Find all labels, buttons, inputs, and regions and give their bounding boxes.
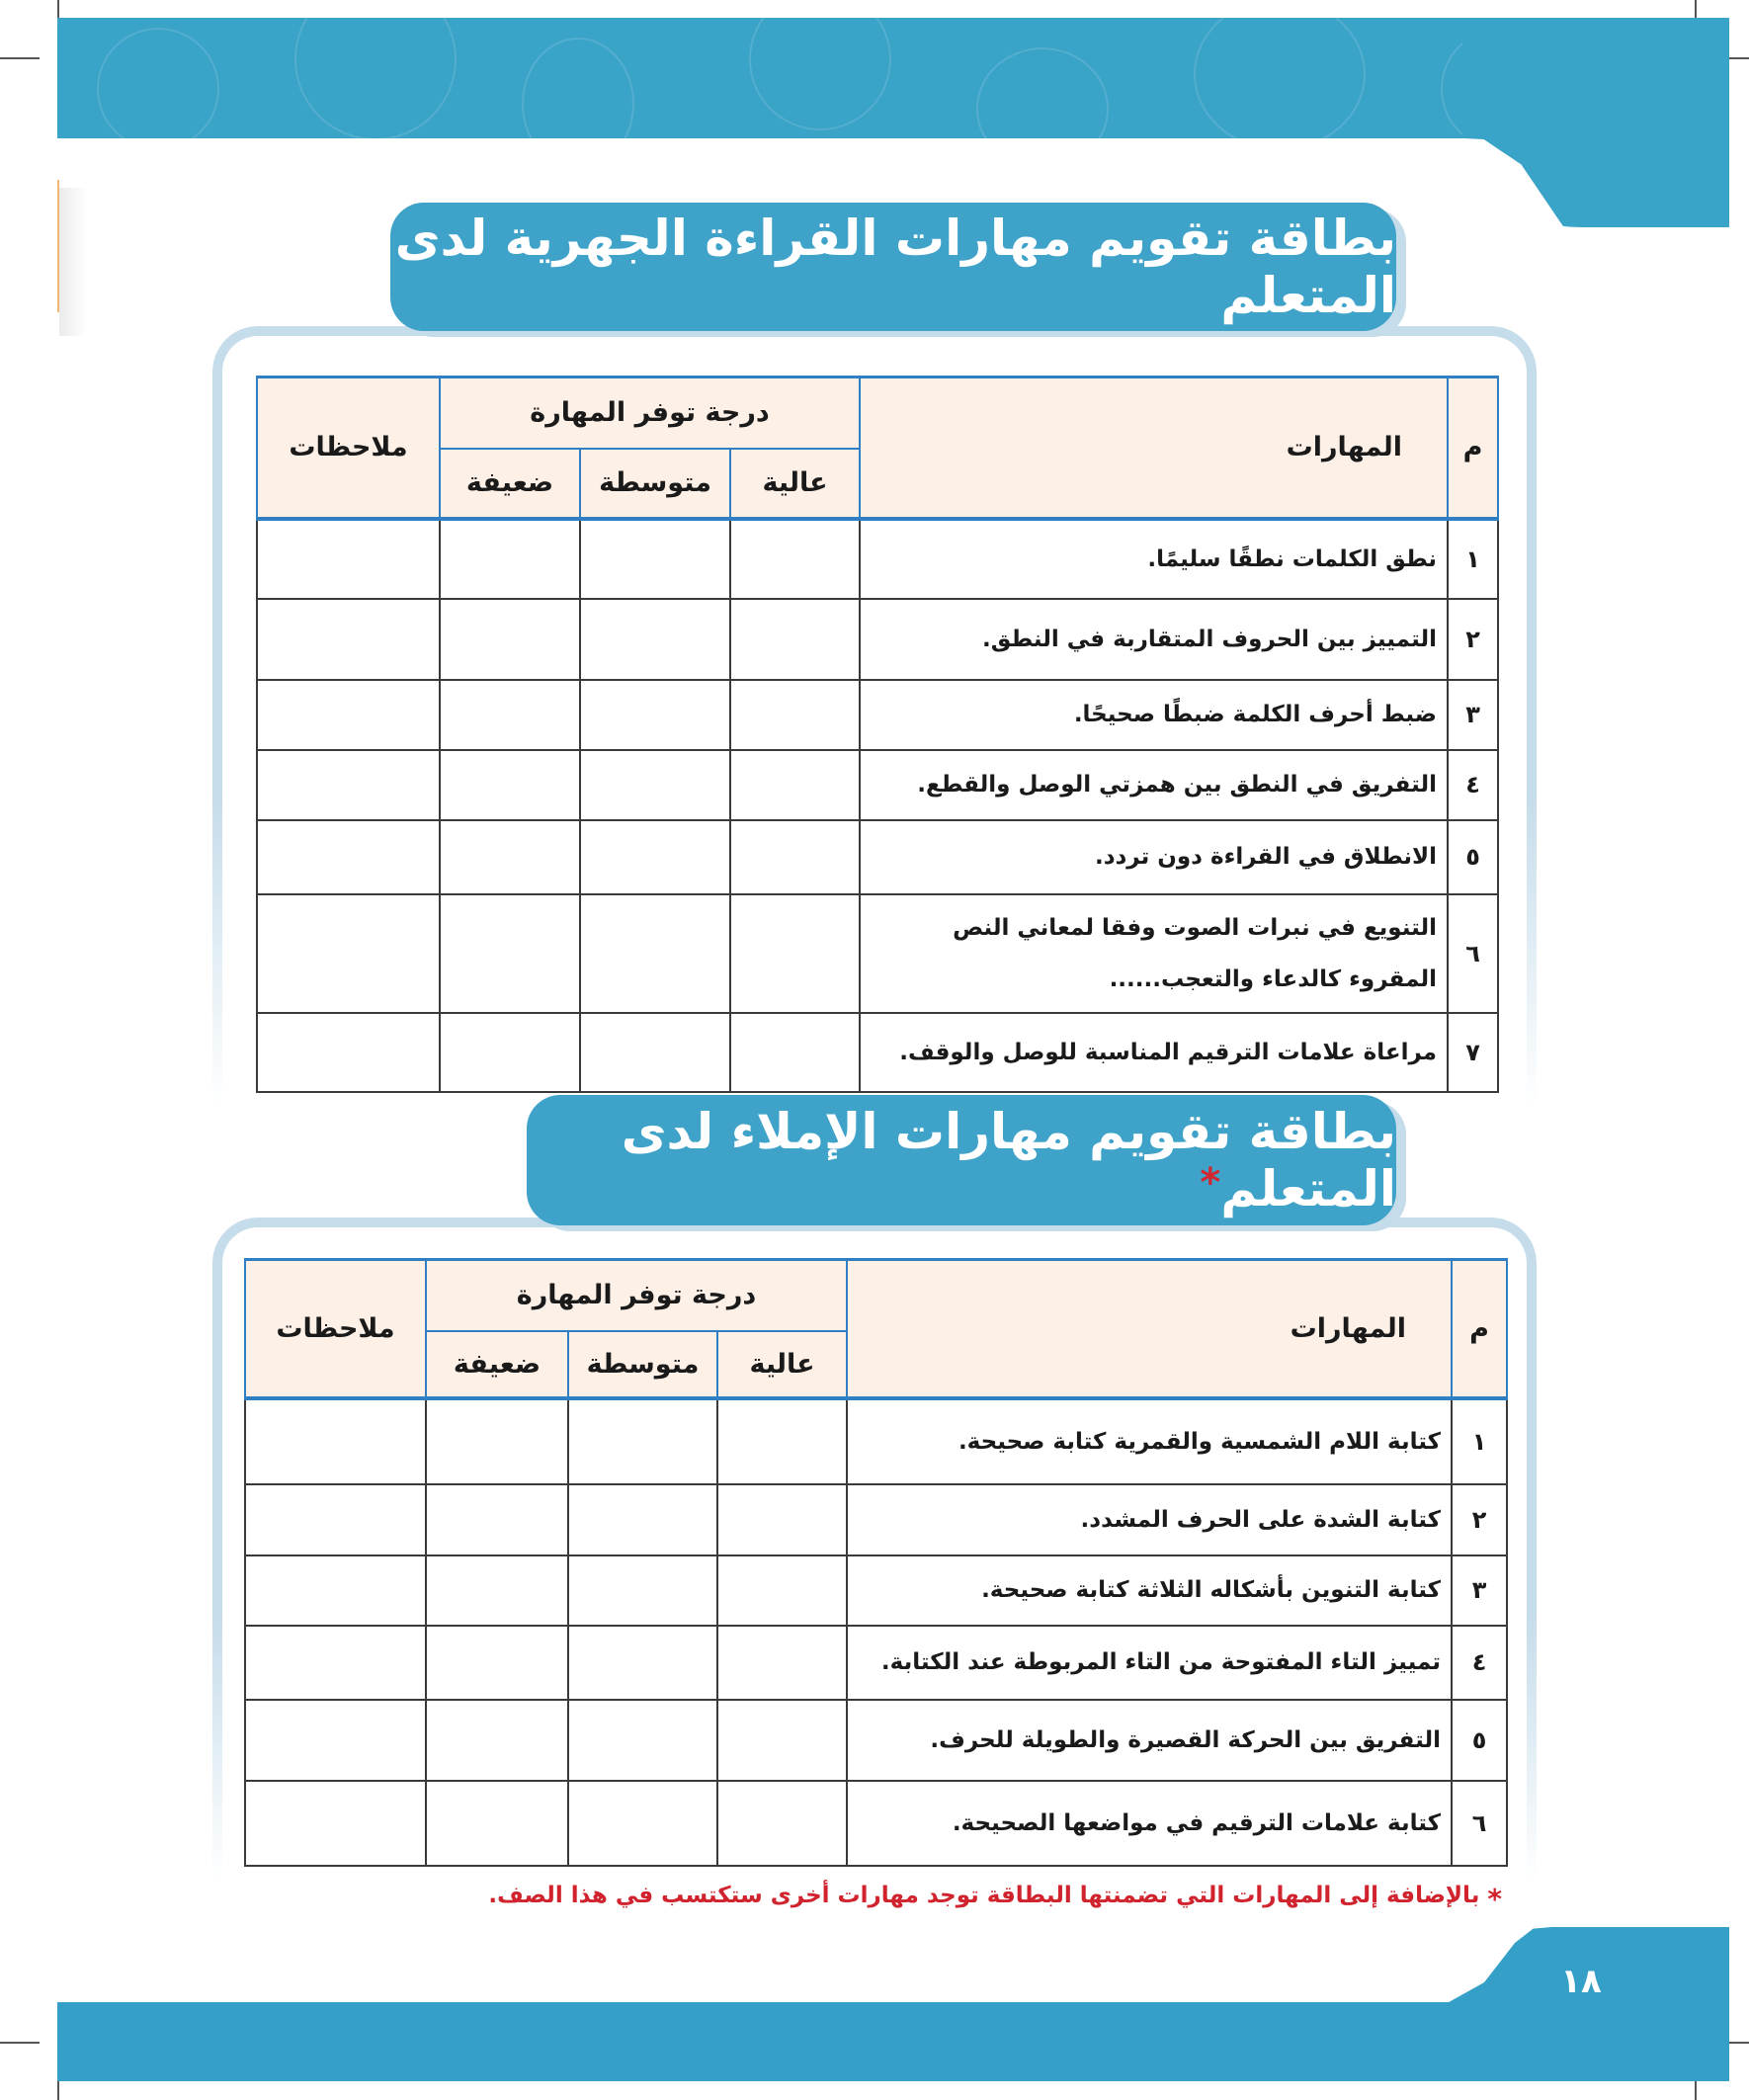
level-low-cell[interactable] [440, 750, 580, 820]
notes-cell[interactable] [257, 750, 440, 820]
notes-cell[interactable] [245, 1398, 426, 1484]
level-medium-cell[interactable] [580, 519, 730, 599]
left-shadow [59, 188, 87, 336]
top-banner-drop [1462, 18, 1729, 227]
level-medium-cell[interactable] [580, 750, 730, 820]
level-low-cell[interactable] [440, 519, 580, 599]
level-high-cell[interactable] [717, 1700, 847, 1781]
level-low-cell[interactable] [440, 820, 580, 894]
footnote [435, 1883, 1502, 1915]
skill-text: التفريق بين الحركة القصيرة والطويلة للحرف. [847, 1700, 1452, 1781]
row-number: ١ [1448, 519, 1498, 599]
table-row [245, 1700, 1507, 1781]
level-low-cell[interactable] [426, 1555, 568, 1626]
row-number: ٦ [1452, 1781, 1507, 1866]
skill-text: كتابة التنوين بأشكاله الثلاثة كتابة صحيحة. [847, 1555, 1452, 1626]
notes-cell[interactable] [257, 894, 440, 1013]
row-number: ٧ [1448, 1013, 1498, 1092]
skill-text: كتابة علامات الترقيم في مواضعها الصحيحة. [847, 1781, 1452, 1866]
footnote-marker: * [1487, 1883, 1502, 1915]
level-high-header: عالية [730, 449, 860, 519]
row-number: ١ [1452, 1398, 1507, 1484]
table-row [257, 894, 1498, 1013]
level-group-header: درجة توفر المهارة [426, 1260, 847, 1331]
level-medium-cell[interactable] [568, 1626, 717, 1700]
skill-text: الانطلاق في القراءة دون تردد. [860, 820, 1448, 894]
level-medium-cell[interactable] [580, 894, 730, 1013]
page-number: ١٨ [1560, 1962, 1602, 2001]
row-number: ٤ [1452, 1626, 1507, 1700]
skill-text: التنويع في نبرات الصوت وفقا لمعاني النص المقروء كالدعاء والتعجب...... [860, 894, 1448, 1013]
level-high-cell[interactable] [730, 680, 860, 750]
row-number: ٥ [1448, 820, 1498, 894]
skill-text: تمييز التاء المفتوحة من التاء المربوطة عند الكتابة. [847, 1626, 1452, 1700]
table-row [257, 820, 1498, 894]
level-medium-cell[interactable] [580, 820, 730, 894]
level-high-cell[interactable] [730, 599, 860, 680]
level-low-header: ضعيفة [426, 1331, 568, 1398]
table-row [257, 680, 1498, 750]
level-medium-cell[interactable] [568, 1555, 717, 1626]
skill-text: كتابة الشدة على الحرف المشدد. [847, 1484, 1452, 1555]
level-medium-cell[interactable] [568, 1484, 717, 1555]
skill-text: مراعاة علامات الترقيم المناسبة للوصل والوقف. [860, 1013, 1448, 1092]
skill-text: التفريق في النطق بين همزتي الوصل والقطع. [860, 750, 1448, 820]
row-number: ٢ [1448, 599, 1498, 680]
notes-cell[interactable] [257, 519, 440, 599]
row-number: ٥ [1452, 1700, 1507, 1781]
banner-ornament [749, 18, 891, 130]
number-header: م [1452, 1260, 1507, 1398]
crop-mark [0, 2042, 40, 2044]
level-low-cell[interactable] [426, 1700, 568, 1781]
level-medium-cell[interactable] [580, 1013, 730, 1092]
number-header: م [1448, 378, 1498, 519]
level-high-cell[interactable] [730, 820, 860, 894]
level-medium-cell[interactable] [580, 680, 730, 750]
footnote-marker: * [1200, 1160, 1221, 1206]
table-row [257, 599, 1498, 680]
banner-ornament [976, 47, 1109, 138]
notes-cell[interactable] [245, 1555, 426, 1626]
level-low-header: ضعيفة [440, 449, 580, 519]
skill-text: التمييز بين الحروف المتقاربة في النطق. [860, 599, 1448, 680]
banner-ornament [1194, 18, 1366, 138]
reading-card-title-pill [390, 203, 1396, 331]
skills-header: المهارات [847, 1260, 1452, 1398]
skill-text: كتابة اللام الشمسية والقمرية كتابة صحيحة. [847, 1398, 1452, 1484]
notes-cell[interactable] [257, 820, 440, 894]
level-high-cell[interactable] [717, 1781, 847, 1866]
row-number: ٦ [1448, 894, 1498, 1013]
level-group-header: درجة توفر المهارة [440, 378, 860, 449]
row-number: ٢ [1452, 1484, 1507, 1555]
notes-cell[interactable] [245, 1626, 426, 1700]
notes-cell[interactable] [257, 1013, 440, 1092]
level-low-cell[interactable] [440, 680, 580, 750]
level-low-cell[interactable] [440, 894, 580, 1013]
table-row [257, 519, 1498, 599]
level-high-cell[interactable] [717, 1398, 847, 1484]
footnote-text: بالإضافة إلى المهارات التي تضمنتها البطاقة توجد مهارات أخرى ستكتسب في هذا الصف. [488, 1883, 1480, 1908]
notes-cell[interactable] [257, 680, 440, 750]
level-high-cell[interactable] [717, 1484, 847, 1555]
table-row [245, 1781, 1507, 1866]
crop-mark [0, 57, 40, 59]
level-medium-header: متوسطة [580, 449, 730, 519]
dictation-card-title: بطاقة تقويم مهارات الإملاء لدى المتعلم* [621, 1103, 1396, 1218]
table-row [257, 750, 1498, 820]
row-number: ٤ [1448, 750, 1498, 820]
banner-ornament [294, 18, 457, 138]
level-medium-header: متوسطة [568, 1331, 717, 1398]
skills-header: المهارات [860, 378, 1448, 519]
dictation-card-title-pill [527, 1095, 1396, 1225]
level-low-cell[interactable] [426, 1484, 568, 1555]
level-high-cell[interactable] [730, 519, 860, 599]
level-medium-cell[interactable] [580, 599, 730, 680]
table-row [257, 1013, 1498, 1092]
footer-band [57, 2002, 1729, 2081]
level-high-cell[interactable] [717, 1626, 847, 1700]
reading-card-title: بطاقة تقويم مهارات القراءة الجهرية لدى المتعلم [394, 210, 1396, 324]
level-low-cell[interactable] [440, 599, 580, 680]
notes-header: ملاحظات [245, 1260, 426, 1398]
banner-ornament [97, 28, 219, 138]
level-low-cell[interactable] [426, 1398, 568, 1484]
banner-ornament [522, 38, 634, 138]
table-row [245, 1626, 1507, 1700]
row-number: ٣ [1452, 1555, 1507, 1626]
level-high-header: عالية [717, 1331, 847, 1398]
table-row [245, 1398, 1507, 1484]
skill-text: نطق الكلمات نطقًا سليمًا. [860, 519, 1448, 599]
notes-cell[interactable] [257, 599, 440, 680]
level-high-cell[interactable] [717, 1555, 847, 1626]
level-low-cell[interactable] [440, 1013, 580, 1092]
dictation-skills-table [244, 1258, 1508, 1867]
reading-skills-table [256, 376, 1499, 1093]
level-medium-cell[interactable] [568, 1398, 717, 1484]
notes-cell[interactable] [245, 1781, 426, 1866]
level-medium-cell[interactable] [568, 1700, 717, 1781]
level-high-cell[interactable] [730, 1013, 860, 1092]
level-high-cell[interactable] [730, 894, 860, 1013]
level-medium-cell[interactable] [568, 1781, 717, 1866]
level-low-cell[interactable] [426, 1781, 568, 1866]
notes-cell[interactable] [245, 1484, 426, 1555]
level-low-cell[interactable] [426, 1626, 568, 1700]
row-number: ٣ [1448, 680, 1498, 750]
notes-header: ملاحظات [257, 378, 440, 519]
skill-text: ضبط أحرف الكلمة ضبطًا صحيحًا. [860, 680, 1448, 750]
level-high-cell[interactable] [730, 750, 860, 820]
table-row [245, 1555, 1507, 1626]
notes-cell[interactable] [245, 1700, 426, 1781]
table-row [245, 1484, 1507, 1555]
